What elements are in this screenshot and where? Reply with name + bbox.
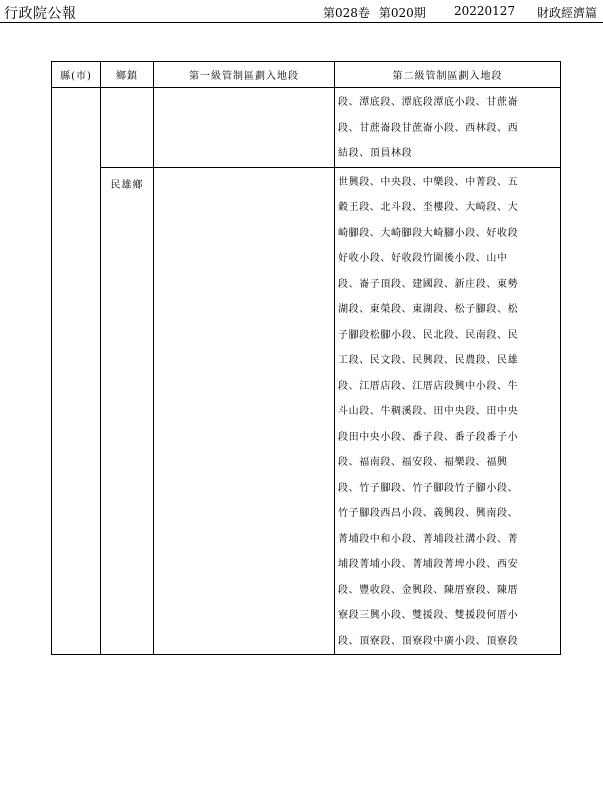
section-line: 穀王段、北斗段、坔樓段、大崎段、大 <box>338 202 519 213</box>
section-line: 段、潭底段、潭底段潭底小段、甘蔗崙 <box>338 97 519 108</box>
volume-number: 第028卷 <box>323 6 370 20</box>
section-line: 寮段三興小段、雙援段、雙援段何厝小 <box>338 610 519 621</box>
publisher-title: 行政院公報 <box>4 6 77 22</box>
section-line: 世興段、中央段、中樂段、中菁段、五 <box>338 176 519 188</box>
header-town: 鄉鎮 <box>101 62 154 88</box>
section-line: 段、甘蔗崙段甘蔗崙小段、西林段、西 <box>338 122 519 134</box>
table-row <box>52 88 561 168</box>
section-name: 財政經濟篇 <box>537 6 598 20</box>
section-line: 段、福南段、福安段、福樂段、福興 <box>338 457 508 468</box>
issue-number: 第020期 <box>378 6 426 20</box>
town-cell: 民雄鄉 <box>101 167 154 655</box>
section-line: 段、豐收段、金興段、陳厝寮段、陳厝 <box>338 584 519 596</box>
header-county: 縣(市) <box>52 62 101 88</box>
section-line: 好收小段、好收段竹圍後小段、山中 <box>338 253 508 264</box>
section-line: 段、竹子腳段、竹子腳段竹子腳小段、 <box>338 482 519 494</box>
section-line: 段、江厝店段、江厝店段興中小段、牛 <box>338 380 519 392</box>
section-line: 段田中央小段、番子段、番子段番子小 <box>338 431 519 443</box>
table-row <box>52 167 561 655</box>
page-header <box>0 0 603 24</box>
level1-cell <box>154 88 335 168</box>
section-line: 段、頂寮段、頂寮段中廣小段、頂寮段 <box>338 635 519 647</box>
section-line: 子腳段松腳小段、民北段、民南段、民 <box>338 329 519 341</box>
level1-cell <box>154 167 335 655</box>
header-level2: 第二級管制區劃入地段 <box>335 62 561 88</box>
publication-date: 20220127 <box>454 4 516 18</box>
section-line: 埔段菁埔小段、菁埔段菁埤小段、西安 <box>338 559 519 570</box>
section-line: 結段、頂員林段 <box>338 148 413 159</box>
level2-cell <box>335 167 561 655</box>
section-line: 斗山段、牛稠溪段、田中央段、田中央 <box>338 406 519 417</box>
control-zone-table <box>51 61 561 655</box>
header-rule <box>0 22 603 23</box>
section-line: 工段、民文段、民興段、民農段、民雄 <box>338 355 519 366</box>
section-line: 湖段、東榮段、東湖段、松子腳段、松 <box>338 304 519 315</box>
town-cell <box>101 88 154 168</box>
section-line: 崎腳段、大崎腳段大崎腳小段、好收段 <box>338 227 519 239</box>
county-cell <box>52 88 101 655</box>
section-line: 竹子腳段西昌小段、義興段、興南段、 <box>338 508 519 519</box>
section-line: 段、崙子頂段、建國段、新庄段、東勢 <box>338 278 519 290</box>
section-line: 菁埔段中和小段、菁埔段社溝小段、菁 <box>338 533 519 545</box>
header-level1: 第一級管制區劃入地段 <box>154 62 335 88</box>
level2-cell <box>335 88 561 168</box>
table-header-row <box>52 62 561 88</box>
volume-issue <box>323 4 426 21</box>
